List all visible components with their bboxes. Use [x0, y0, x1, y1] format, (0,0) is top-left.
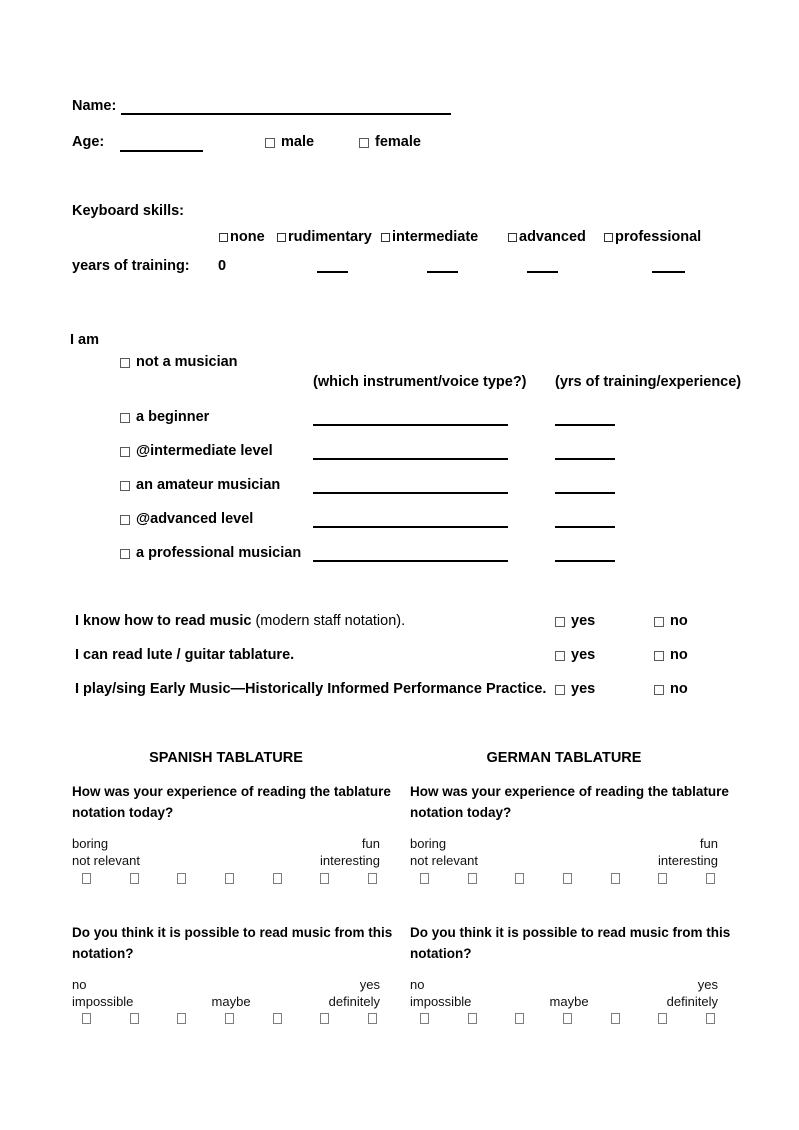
spanish-q2-line1: Do you think it is possible to read music from this [72, 925, 393, 940]
no-scale-label: no [72, 977, 87, 992]
scale-checkbox-7[interactable] [706, 1013, 715, 1024]
professional-musician-label: a professional musician [136, 545, 302, 561]
scale-checkbox-4[interactable] [225, 873, 234, 884]
scale-checkbox-1[interactable] [420, 873, 429, 884]
german-q2-scale-labels [410, 977, 718, 1010]
definitely-label: definitely [666, 993, 718, 1009]
scale-checkbox-4[interactable] [563, 1013, 572, 1024]
fun-label: fun [361, 836, 380, 851]
german-q2-scale-row [410, 1013, 718, 1024]
yes-label: yes [571, 647, 596, 663]
scale-checkbox-7[interactable] [368, 873, 377, 884]
scale-checkbox-1[interactable] [82, 1013, 91, 1024]
scale-checkbox-3[interactable] [177, 873, 186, 884]
maybe-label: maybe [549, 993, 589, 1009]
scale-checkbox-5[interactable] [273, 1013, 282, 1024]
i-am-title: I am [70, 332, 100, 348]
spanish-q1-scale-row [72, 873, 380, 884]
german-q2-line2: notation? [410, 946, 472, 961]
scale-left-labels [72, 836, 140, 869]
german-tablature-title: GERMAN TABLATURE [486, 750, 642, 766]
years-column-header: (yrs of training/experience) [555, 374, 742, 390]
age-label: Age: [72, 134, 105, 150]
amateur-label: an amateur musician [136, 477, 281, 493]
read-tablature-statement-bold: I can read lute / guitar tablature. [75, 647, 295, 663]
german-tablature-section [410, 0, 731, 1130]
impossible-label: impossible [72, 993, 134, 1009]
scale-checkbox-5[interactable] [611, 873, 620, 884]
advanced-label: advanced [519, 229, 586, 245]
name-label: Name: [72, 98, 117, 114]
spanish-q1-line2: notation today? [72, 805, 174, 820]
intermediate-level-label: @intermediate level [136, 443, 273, 459]
no-label: no [670, 647, 688, 663]
boring-label: boring [410, 836, 447, 851]
german-q2-line1: Do you think it is possible to read music from this [410, 925, 731, 940]
rudimentary-label: rudimentary [288, 229, 372, 245]
spanish-q2-scale-labels [72, 977, 380, 1010]
german-q1-scale-labels [410, 836, 718, 869]
german-q1-line1: How was your experience of reading the tablature [410, 784, 729, 799]
boring-label: boring [72, 836, 109, 851]
yes-label: yes [571, 681, 596, 697]
yes-label: yes [571, 613, 596, 629]
not-a-musician-label: not a musician [136, 354, 238, 370]
scale-checkbox-3[interactable] [515, 873, 524, 884]
scale-checkbox-6[interactable] [658, 873, 667, 884]
scale-left-labels [410, 977, 471, 1010]
maybe-label: maybe [211, 993, 251, 1009]
scale-checkbox-5[interactable] [273, 873, 282, 884]
scale-checkbox-7[interactable] [368, 1013, 377, 1024]
scale-checkbox-2[interactable] [130, 873, 139, 884]
early-music-statement-bold: I play/sing Early Music—Historically Informed Performance Practice. [75, 681, 547, 697]
not-relevant-label: not relevant [410, 852, 478, 868]
female-label: female [375, 134, 421, 150]
scale-checkbox-1[interactable] [420, 1013, 429, 1024]
read-music-statement-rest: (modern staff notation). [251, 613, 406, 629]
none-label: none [230, 229, 265, 245]
scale-checkbox-2[interactable] [130, 1013, 139, 1024]
scale-right-labels [329, 977, 380, 1010]
definitely-label: definitely [328, 993, 380, 1009]
scale-right-labels [667, 977, 718, 1010]
spanish-tablature-section [72, 0, 393, 1130]
spanish-tablature-title: SPANISH TABLATURE [149, 750, 303, 766]
scale-checkbox-6[interactable] [320, 1013, 329, 1024]
scale-left-labels [410, 836, 478, 869]
scale-checkbox-6[interactable] [320, 873, 329, 884]
german-q1-scale-row [410, 873, 718, 884]
scale-checkbox-2[interactable] [468, 1013, 477, 1024]
scale-checkbox-3[interactable] [515, 1013, 524, 1024]
spanish-q1-scale-labels [72, 836, 380, 869]
scale-checkbox-4[interactable] [563, 873, 572, 884]
fun-label: fun [699, 836, 718, 851]
professional-label: professional [615, 229, 702, 245]
german-q1-line2: notation today? [410, 805, 512, 820]
no-scale-label: no [410, 977, 425, 992]
intermediate-checkbox[interactable] [381, 233, 390, 242]
male-label: male [281, 134, 315, 150]
interesting-label: interesting [658, 852, 718, 868]
scale-checkbox-7[interactable] [706, 873, 715, 884]
no-label: no [670, 681, 688, 697]
scale-checkbox-3[interactable] [177, 1013, 186, 1024]
no-label: no [670, 613, 688, 629]
not-relevant-label: not relevant [72, 852, 140, 868]
spanish-q2-scale-row [72, 1013, 380, 1024]
spanish-q2-line2: notation? [72, 946, 134, 961]
scale-checkbox-5[interactable] [611, 1013, 620, 1024]
scale-checkbox-6[interactable] [658, 1013, 667, 1024]
years-of-training-label: years of training: [72, 258, 190, 274]
keyboard-skills-title: Keyboard skills: [72, 203, 185, 219]
scale-checkbox-1[interactable] [82, 873, 91, 884]
interesting-label: interesting [320, 852, 380, 868]
scale-checkbox-4[interactable] [225, 1013, 234, 1024]
advanced-level-label: @advanced level [136, 511, 254, 527]
spanish-q1-line1: How was your experience of reading the tablature [72, 784, 391, 799]
instrument-column-header: (which instrument/voice type?) [313, 374, 527, 390]
years-none-value: 0 [218, 258, 227, 274]
scale-right-labels [658, 836, 718, 869]
yes-scale-label: yes [359, 977, 380, 992]
intermediate-label: intermediate [392, 229, 479, 245]
beginner-label: a beginner [136, 409, 210, 425]
scale-checkbox-2[interactable] [468, 873, 477, 884]
impossible-label: impossible [410, 993, 472, 1009]
scale-left-labels [72, 977, 133, 1010]
scale-right-labels [320, 836, 380, 869]
read-music-statement-bold: I know how to read music [75, 613, 252, 629]
yes-scale-label: yes [697, 977, 718, 992]
